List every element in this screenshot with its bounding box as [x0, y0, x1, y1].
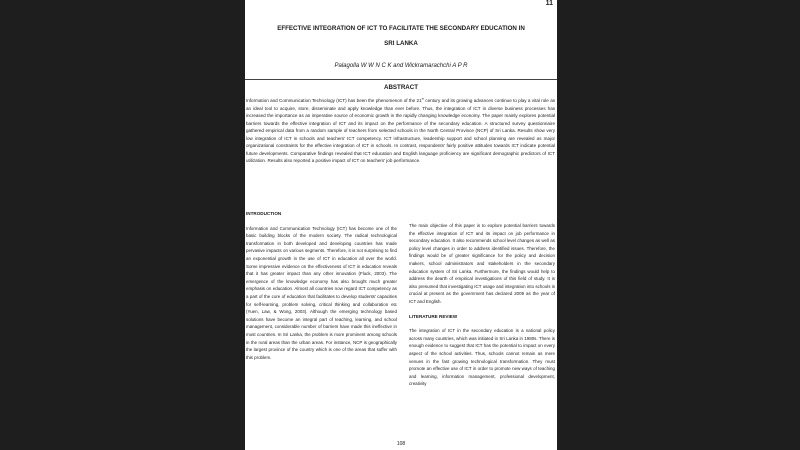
page-number-bottom: 108	[396, 441, 406, 447]
literature-review-paragraph: The integration of ICT in the secondary education is a national policy across many countries, which was initiated in Sri Lanka in 1980s. There is enough evidence to suggest that ICT has the potential to impact on every aspect of the school activities. Thus, schools cannot remain as mere venues in the fast growing technological transformation. They must promote an effective use of ICT in order to promote new ways of teaching and learning, information management, professional development, creativity	[409, 328, 555, 387]
introduction-heading: INTRODUCTION	[246, 211, 282, 216]
introduction-paragraph: Information and Communication Technology (ICT) has become one of the basic building blocks of the modern society. The radical technological transformation in both developed and developing countries has made pervasive impacts on various segments. Therefore, it is not surprising to find an exponential growth in the use of ICT in education all over the world. Some impressive evidence on the effectiveness of ICT in education reveals that it has greater impact than any other innovation (Fluck, 2003). The emergence of the knowledge economy has also brought much greater emphasis on education. Almost all countries now regard ICT competency as a part of the core of education that facilitates to develop students' capacities for self-learning, problem solving, critical thinking and collaboration etc (Yuen, Law, & Wong, 2003). Although the emerging technology based solutions have become an integral part of teaching, learning, and school management, considerable number of barriers have made this ineffective in most countries. In Sri Lanka, the problem is more prominent among schools in the rural areas than the urban areas. For instance, NCP is geographically the largest province of the country which is one of the areas that suffer with this problem.	[246, 225, 397, 360]
abstract-superscript: st	[421, 96, 424, 101]
abstract-text-2: century and its growing advances continue to play a vital role as an ideal tool to acquire, store, disseminate and apply knowledge than ever before. Thus, the integration of ICT in diverse business processes has increased the importance as an imperative source of economic growth in the rapidly changing knowledge economy. The paper mainly explores potential barriers towards the effective integration of ICT and its impact on the performance of the secondary education. A structured survey questionnaire gathered empirical data from a random sample of teachers from selected schools in the North Central Province (NCP) of Sri Lanka. Results show very low integration of ICT in schools and teachers' ICT competency. ICT infrastructure, leadership support and school planning are revealed as major organizational constraints for the effective integration of ICT in schools. In contrast, respondents' fairly positive attitudes towards ICT indicate potential future developments. Comparative findings revealed that ICT education and English language proficiency are significant demographic predictors of ICT utilization. Results also reported a positive impact of ICT on teachers' job performance.	[246, 98, 555, 164]
objective-paragraph: The main objective of this paper is to explore potential barriers towards the effective integration of ICT and its impact on job performance in secondary education. It also recommends school level changes as well as policy level changes in order to address identified issues. Therefore, the findings would be of greater significance for the policy and decision makers, school administrators and stakeholders in the secondary education system of Sri Lanka. Furthermore, the findings would help to address the dearth of empirical investigations of this field of study. It is also presumed that investigating ICT usage and integration into schools is crucial at present as the government has declared 2009 as the year of ICT and English.	[409, 223, 555, 304]
left-column	[246, 210, 397, 361]
page-number-top: 11	[545, 0, 553, 7]
right-column	[409, 222, 555, 388]
abstract-body	[246, 97, 555, 165]
divider	[245, 79, 557, 80]
abstract-text-1: Information and Communication Technology (ICT) has been the phenomenon of the 21	[246, 98, 422, 103]
title-line-1: EFFECTIVE INTEGRATION OF ICT TO FACILITATE THE SECONDARY EDUCATION IN	[277, 25, 525, 32]
authors: Palagolla W W N C K and Wickramarachchi A P R	[334, 63, 468, 69]
title-line-2: SRI LANKA	[384, 40, 418, 47]
literature-review-heading: LITERATURE REVIEW	[409, 313, 458, 319]
paper-title	[263, 21, 539, 51]
document-page	[245, 0, 557, 450]
abstract-heading: ABSTRACT	[383, 84, 419, 91]
